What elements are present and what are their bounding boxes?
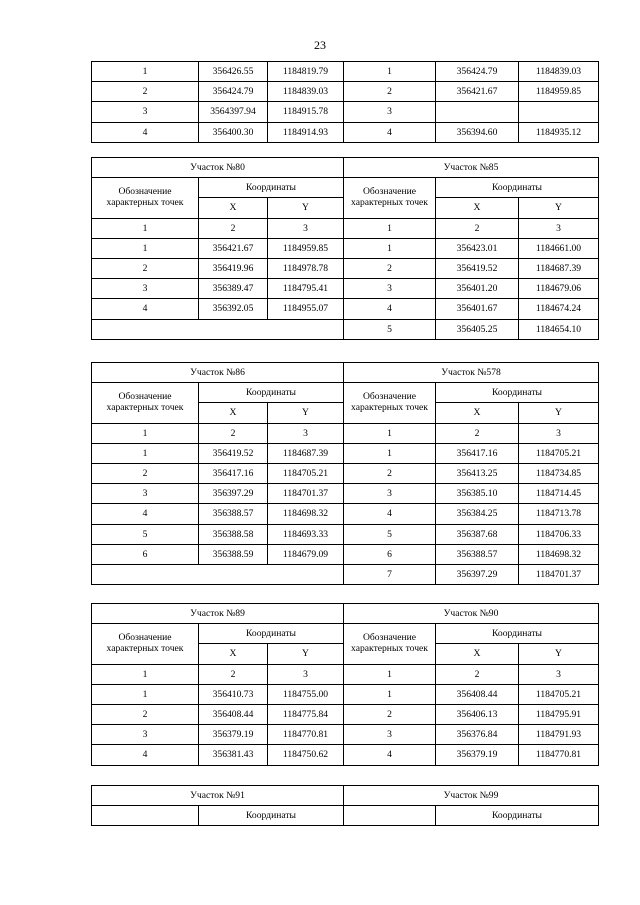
cell-r-y: 1184714.45 [519,484,599,504]
table-row [92,484,599,504]
cell-l-x: 356421.67 [199,238,268,258]
coordinates-header-right: Координаты [436,383,599,403]
cell-l-num: 2 [92,258,199,278]
table-row [92,238,599,258]
cell-r-x: 356405.25 [436,319,519,339]
column-number: 3 [268,423,344,443]
cell-l-y: 1184705.21 [268,463,344,483]
cell-r-num: 4 [344,504,436,524]
cell-r-x: 356401.20 [436,279,519,299]
cell-r-num: 3 [344,484,436,504]
cell-l-y: 1184693.33 [268,524,344,544]
x-header-left: X [199,198,268,218]
block-title-row [92,363,599,383]
designation-header-left: Обозначение характерных точек [92,178,199,218]
column-number: 3 [268,218,344,238]
empty-cell [92,319,344,339]
coordinates-header-left: Координаты [199,624,344,644]
cell-r-num: 3 [344,279,436,299]
cell-r-num: 3 [344,725,436,745]
table-row [92,524,599,544]
block-title-left: Участок №89 [92,604,344,624]
cell-l-num: 1 [92,443,199,463]
cell-r-x: 356397.29 [436,564,519,584]
designation-header-right: Обозначение характерных точек [344,178,436,218]
y-header-right: Y [519,198,599,218]
cell-r-x: 356394.60 [436,122,519,142]
cell-l-num: 6 [92,544,199,564]
cell-l-y: 1184775.84 [268,704,344,724]
x-header-left: X [199,403,268,423]
cell-r-x: 356385.10 [436,484,519,504]
cell-r-y: 1184706.33 [519,524,599,544]
cell-l-num: 4 [92,299,199,319]
coordinates-header-right: Координаты [436,624,599,644]
column-number: 3 [519,218,599,238]
cell-l-y: 1184701.37 [268,484,344,504]
cell-l-x: 356388.58 [199,524,268,544]
cell-l-num: 3 [92,725,199,745]
cell-r-x: 356387.68 [436,524,519,544]
block-title-row [92,158,599,178]
coordinates-block [91,362,598,585]
table-row [92,299,599,319]
y-header-right: Y [519,644,599,664]
table-row [92,564,599,584]
cell-l-y: 1184750.62 [268,745,344,765]
column-number-row [92,423,599,443]
block-title-row [92,604,599,624]
header-row [92,383,599,403]
block-title-right: Участок №99 [344,786,599,806]
x-header-right: X [436,403,519,423]
block-title-right: Участок №90 [344,604,599,624]
table-row [92,82,599,102]
cell-r-num: 5 [344,524,436,544]
column-number: 2 [199,423,268,443]
cell-l-y: 1184770.81 [268,725,344,745]
cell-r-num: 3 [344,102,436,122]
cell-l-num: 4 [92,504,199,524]
column-number: 3 [519,664,599,684]
table-row [92,443,599,463]
column-number: 1 [92,664,199,684]
block-title-right: Участок №85 [344,158,599,178]
x-header-right: X [436,644,519,664]
cell-l-y: 1184687.39 [268,443,344,463]
cell-r-num: 2 [344,258,436,278]
cell-l-x: 356379.19 [199,725,268,745]
cell-l-num: 2 [92,82,199,102]
cell-l-y: 1184955.07 [268,299,344,319]
cell-r-y: 1184661.00 [519,238,599,258]
cell-r-y: 1184935.12 [519,122,599,142]
cell-r-num: 4 [344,299,436,319]
cell-r-y: 1184705.21 [519,443,599,463]
cell-r-y: 1184679.06 [519,279,599,299]
cell-r-y: 1184959.85 [519,82,599,102]
cell-l-num: 4 [92,745,199,765]
block-title-left: Участок №86 [92,363,344,383]
cell-r-y: 1184698.32 [519,544,599,564]
table-row [92,62,599,82]
header-row [92,178,599,198]
cell-r-x: 356424.79 [436,62,519,82]
coordinates-header-left: Координаты [199,383,344,403]
x-header-right: X [436,198,519,218]
cell-l-x: 356381.43 [199,745,268,765]
cell-r-y: 1184795.91 [519,704,599,724]
cell-r-y: 1184791.93 [519,725,599,745]
cell-r-x: 356421.67 [436,82,519,102]
cell-r-y: 1184674.24 [519,299,599,319]
cell-r-num: 2 [344,704,436,724]
cell-l-x: 356408.44 [199,704,268,724]
table-row [92,504,599,524]
table-row [92,684,599,704]
cell-r-y: 1184713.78 [519,504,599,524]
cell-r-x: 356401.67 [436,299,519,319]
y-header-left: Y [268,644,344,664]
column-number: 3 [519,423,599,443]
cell-l-x: 356388.59 [199,544,268,564]
cell-r-num: 2 [344,463,436,483]
cell-r-num: 5 [344,319,436,339]
page-number: 23 [314,38,326,52]
cell-r-x: 356406.13 [436,704,519,724]
y-header-left: Y [268,403,344,423]
x-header-left: X [199,644,268,664]
column-number: 3 [268,664,344,684]
y-header-left: Y [268,198,344,218]
coordinates-header-right: Координаты [436,806,599,826]
cell-l-x: 356392.05 [199,299,268,319]
column-number-row [92,218,599,238]
cell-l-x: 356419.96 [199,258,268,278]
cell-r-y [519,102,599,122]
column-number: 1 [344,218,436,238]
header-row [92,624,599,644]
cell-r-y: 1184705.21 [519,684,599,704]
cell-r-num: 1 [344,62,436,82]
cell-r-y: 1184734.85 [519,463,599,483]
cell-l-y: 1184915.78 [268,102,344,122]
designation-header-left: Обозначение характерных точек [92,624,199,664]
cell-r-y: 1184701.37 [519,564,599,584]
coordinates-header-right: Координаты [436,178,599,198]
cell-r-num: 4 [344,745,436,765]
cell-l-x: 356388.57 [199,504,268,524]
column-number: 2 [199,218,268,238]
designation-header-right [344,806,436,826]
cell-r-num: 1 [344,238,436,258]
cell-l-num: 3 [92,279,199,299]
cell-l-x: 356424.79 [199,82,268,102]
empty-cell [92,564,344,584]
cell-l-num: 3 [92,102,199,122]
cell-l-y: 1184914.93 [268,122,344,142]
cell-r-x: 356413.25 [436,463,519,483]
continuation-table [91,61,598,143]
column-number: 1 [92,218,199,238]
cell-l-y: 1184755.00 [268,684,344,704]
cell-r-x [436,102,519,122]
table-row [92,745,599,765]
cell-l-x: 356410.73 [199,684,268,704]
coordinates-block [91,603,598,766]
cell-r-y: 1184687.39 [519,258,599,278]
cell-r-x: 356379.19 [436,745,519,765]
block-title-right: Участок №578 [344,363,599,383]
cell-r-num: 4 [344,122,436,142]
cell-r-x: 356417.16 [436,443,519,463]
cell-l-y: 1184978.78 [268,258,344,278]
cell-l-x: 356400.30 [199,122,268,142]
cell-l-x: 356419.52 [199,443,268,463]
table-row [92,544,599,564]
table-row [92,704,599,724]
cell-l-y: 1184959.85 [268,238,344,258]
coordinates-header-left: Координаты [199,806,344,826]
column-number: 2 [436,218,519,238]
cell-r-num: 7 [344,564,436,584]
designation-header-left: Обозначение характерных точек [92,383,199,423]
designation-header-left [92,806,199,826]
coordinates-header-left: Координаты [199,178,344,198]
cell-r-x: 356376.84 [436,725,519,745]
cell-r-y: 1184839.03 [519,62,599,82]
cell-l-y: 1184819.79 [268,62,344,82]
designation-header-right: Обозначение характерных точек [344,624,436,664]
cell-r-num: 6 [344,544,436,564]
cell-r-x: 356419.52 [436,258,519,278]
column-number: 2 [436,664,519,684]
block-title-left: Участок №80 [92,158,344,178]
cell-l-num: 1 [92,238,199,258]
cell-l-x: 356397.29 [199,484,268,504]
cell-l-y: 1184795.41 [268,279,344,299]
cell-l-y: 1184679.09 [268,544,344,564]
table-row [92,258,599,278]
cell-r-x: 356408.44 [436,684,519,704]
cell-l-num: 2 [92,704,199,724]
block-title-left: Участок №91 [92,786,344,806]
cell-l-num: 1 [92,684,199,704]
cell-l-num: 1 [92,62,199,82]
coordinates-block [91,157,598,340]
table-row [92,122,599,142]
cell-l-num: 4 [92,122,199,142]
column-number-row [92,664,599,684]
cell-l-num: 3 [92,484,199,504]
table-row [92,725,599,745]
cell-l-y: 1184839.03 [268,82,344,102]
y-header-right: Y [519,403,599,423]
table-row [92,463,599,483]
cell-r-num: 2 [344,82,436,102]
table-row [92,279,599,299]
table-row [92,102,599,122]
cell-r-y: 1184654.10 [519,319,599,339]
cell-r-num: 1 [344,443,436,463]
column-number: 2 [199,664,268,684]
cell-l-num: 5 [92,524,199,544]
last-block-table [91,785,598,826]
column-number: 2 [436,423,519,443]
cell-r-x: 356388.57 [436,544,519,564]
table-row [92,319,599,339]
cell-l-x: 356426.55 [199,62,268,82]
cell-l-y: 1184698.32 [268,504,344,524]
cell-l-x: 3564397.94 [199,102,268,122]
cell-l-x: 356389.47 [199,279,268,299]
cell-l-x: 356417.16 [199,463,268,483]
cell-r-x: 356423.01 [436,238,519,258]
designation-header-right: Обозначение характерных точек [344,383,436,423]
column-number: 1 [344,664,436,684]
cell-r-num: 1 [344,684,436,704]
column-number: 1 [92,423,199,443]
cell-l-num: 2 [92,463,199,483]
cell-r-y: 1184770.81 [519,745,599,765]
cell-r-x: 356384.25 [436,504,519,524]
column-number: 1 [344,423,436,443]
